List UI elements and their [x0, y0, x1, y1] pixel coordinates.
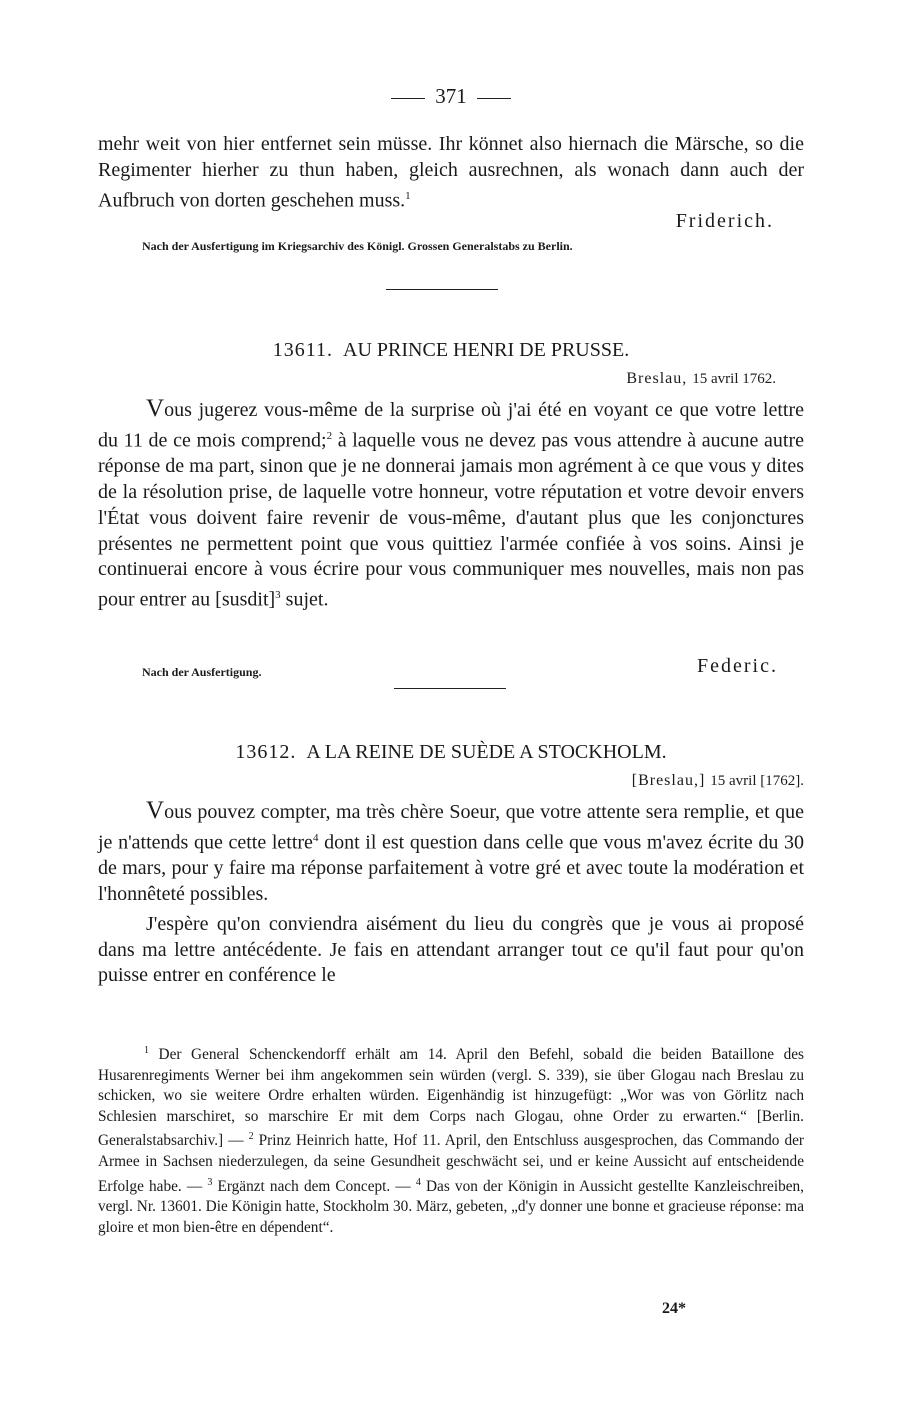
signature-federic: Federic. — [697, 655, 778, 677]
letter-13611-place: Breslau, — [626, 370, 688, 387]
section-divider-1 — [386, 289, 498, 290]
footnote-mark-3: 3 — [207, 1176, 213, 1188]
letter-13612-heading — [98, 741, 804, 764]
letter-13611-text-b: à laquelle vous ne devez pas vous attendre à aucune autre réponse de ma part, sinon que je ne donnerai jamais mon agrément à ce que vous y dites de la résolution prise, de laquelle votre honneur, votre réputation et votre devoir envers l'État vous doivent faire revenir de vous-même, d'autant plus que les conjonctures présentes ne permettent point que vous quittiez l'armée confiée à vos soins. Ainsi je continuerai encore à vous écrire pour vous communiquer mes nouvelles, mais non pas pour entrer au [susdit] — [98, 429, 805, 611]
opening-text: mehr weit von hier entfernet sein müsse. Ihr könnet also hiernach die Märsche, so die Regimenter hierher zu thun haben, gleich ausrechnen, als wonach dann auch der Aufbruch von dorten geschehen muss. — [98, 133, 804, 212]
footnote-ref-2: 2 — [326, 429, 333, 442]
footnote-mark-4: 4 — [415, 1176, 421, 1188]
footnote-3-text: Ergänzt nach dem Concept. — — [212, 1177, 416, 1195]
footnote-mark-2: 2 — [248, 1131, 254, 1143]
page-number-dash-right — [477, 98, 511, 99]
letter-13612-initial: V — [146, 797, 165, 824]
letter-13611-source: Nach der Ausfertigung. — [142, 665, 262, 679]
footnote-ref-3: 3 — [275, 589, 281, 602]
footnote-2-text: Prinz Heinrich hatte, Hof 11. April, den Entschluss ausgesprochen, das Commando der Armee in Sachsen niederzulegen, da seine Gesundheit geschwächt sei, und er keine Aussicht auf entscheidende Erfolge habe. — — [98, 1132, 805, 1195]
footnote-mark-1: 1 — [144, 1045, 149, 1056]
letter-13612-date: 15 avril [1762]. — [710, 773, 804, 789]
letter-13611-body — [98, 396, 804, 614]
letter-13612-para1-a: ous pouvez compter, ma très chère Soeur, que votre attente sera remplie, et que je n'attends que cette lettre — [98, 801, 804, 854]
source-note-1: Nach der Ausfertigung im Kriegsarchiv des Königl. Grossen Generalstabs zu Berlin. — [142, 239, 573, 253]
letter-13611-text-c: sujet. — [280, 588, 329, 611]
footnote-1-text: Der General Schenckendorff erhält am 14. April den Befehl, sobald die beiden Bataillone des Husarenregiments Werner bei ihm angekommen sein würden (vergl. S. 339), sie über Glogau nach Breslau zu schicken, wo sie weitere Ordre erhalten würden. Eigenhändig ist hinzugefügt: „Wor was von Görlitz nach Schlesien marschiret, so marschire Er mit dem Corps nach Glogau, ohne Order zu erwarten.“ [Berlin. Generalstabsarchiv.] — — [98, 1046, 804, 1150]
letter-13611-text-a: ous jugerez vous-même de la surprise où j'ai été en voyant ce que votre lettre du 11 de ce mois comprend; — [98, 399, 804, 452]
section-divider-2 — [394, 688, 506, 689]
signature-friderich: Friderich. — [675, 210, 774, 232]
printer-signature-mark: 24* — [662, 1300, 686, 1317]
opening-paragraph — [98, 132, 804, 214]
letter-13611-date: 15 avril 1762. — [692, 371, 776, 387]
footnotes — [98, 1041, 804, 1239]
footnote-4-text: Das von der Königin in Aussicht gestellte Kanzleischreiben, vergl. Nr. 13601. Die Königin hatte, Stockholm 30. März, gebeten, „d'y donner une bonne et gracieuse réponse: ma gloire et mon bien-être en dépendent“. — [98, 1177, 804, 1237]
letter-13612-para1-b: dont il est question dans celle que vous m'avez écrite du 30 de mars, pour y faire ma réponse parfaitement à votre gré et avec toute la modération et l'honnêteté possibles. — [98, 831, 804, 906]
letter-13612-number: 13612. — [235, 741, 297, 763]
letter-13612-body — [98, 798, 804, 989]
letter-13612-title: A LA REINE DE SUÈDE A STOCKHOLM. — [306, 741, 667, 763]
letter-13611-dateline — [626, 370, 776, 388]
page-number-dash-left — [391, 98, 425, 99]
footnote-ref-4: 4 — [312, 831, 319, 844]
letter-13612-dateline — [632, 772, 804, 790]
letter-13611-heading — [98, 339, 804, 362]
footnote-ref-1: 1 — [405, 189, 411, 202]
letter-13612-para2: J'espère qu'on conviendra aisément du lieu du congrès que je vous ai proposé dans ma lettre antécédente. Je fais en attendant arranger tout ce qu'il faut pour qu'on puisse entrer en conférence le — [98, 912, 804, 987]
page-number-text: 371 — [435, 84, 467, 108]
letter-13611-initial: V — [146, 395, 165, 422]
letter-13611-title: AU PRINCE HENRI DE PRUSSE. — [343, 339, 630, 361]
page-number — [98, 84, 804, 109]
letter-13611-number: 13611. — [272, 339, 334, 361]
letter-13612-place: [Breslau,] — [631, 772, 706, 789]
